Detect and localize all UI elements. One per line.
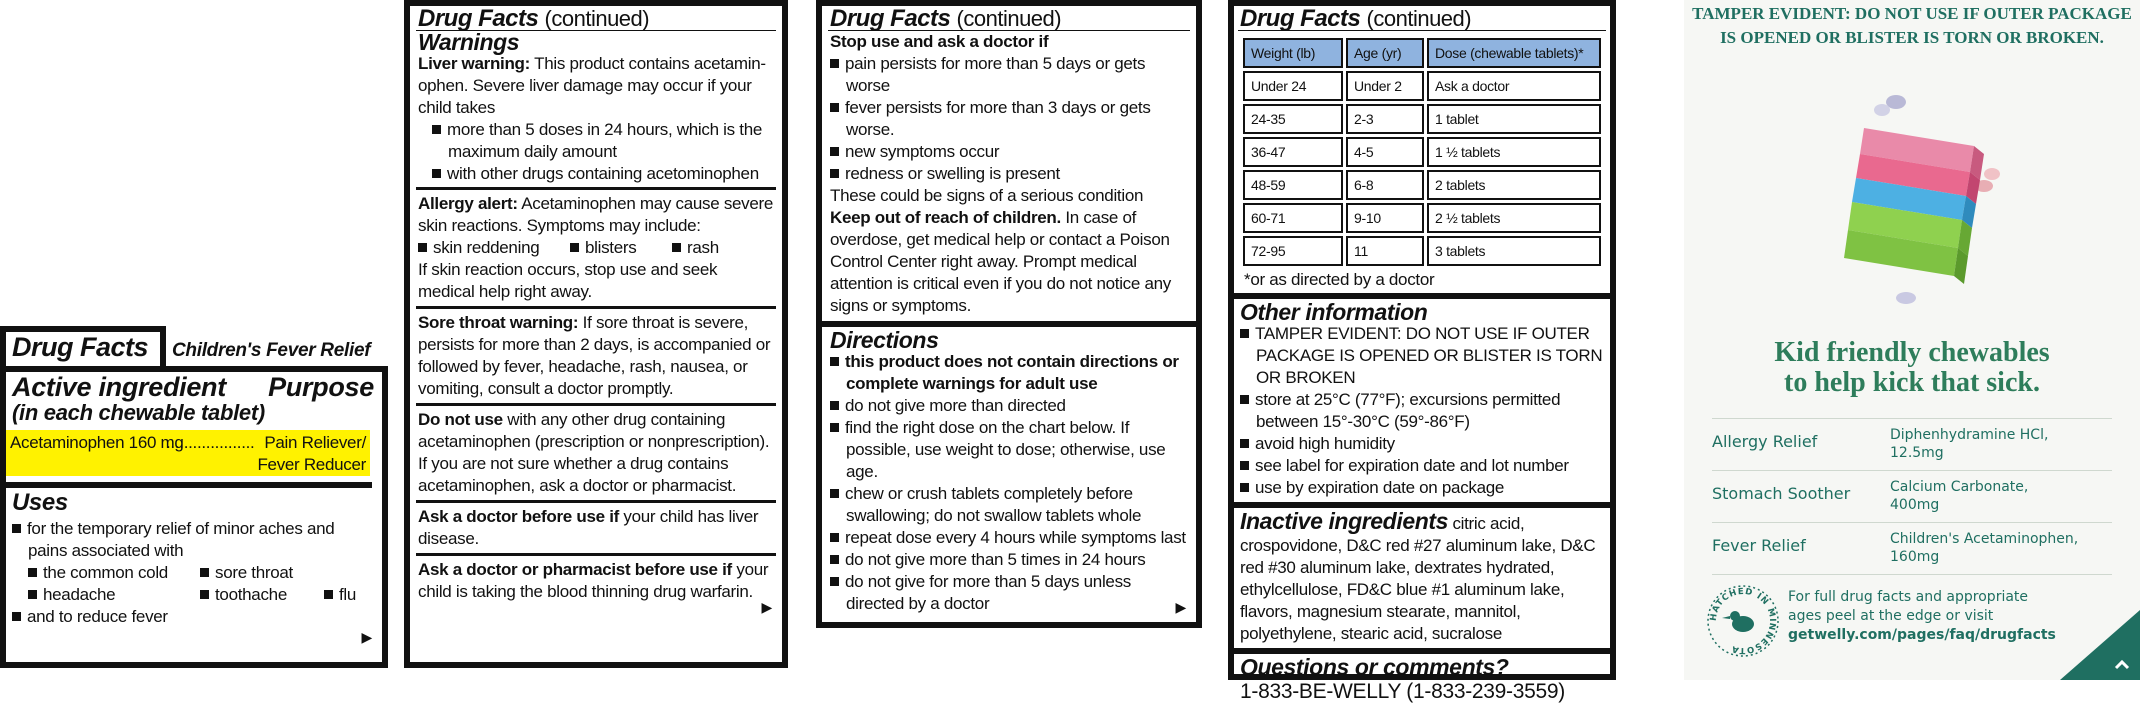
keep-out-of-reach: Keep out of reach of children. In case of overdose, get medical help or contact a Poison Control Center right away. Prompt medical attention is critical even if you do not notice any signs or symptoms. — [830, 208, 1171, 315]
section-rule — [416, 553, 776, 556]
other-item: use by expiration date on package — [1240, 477, 1604, 499]
other-information-heading: Other information — [1240, 299, 1428, 325]
stop-item: redness or swelling is present — [830, 163, 1188, 185]
section-rule — [4, 482, 372, 488]
other-item: store at 25°C (77°F); excursions permitted between 15°-30°C (59°-86°F) — [1240, 389, 1604, 433]
ingredient-row — [1712, 478, 2112, 514]
purpose-heading: Purpose — [268, 372, 374, 402]
divider — [1712, 522, 2112, 523]
headline-line: to help kick that sick. — [1784, 367, 2040, 398]
table-row — [1243, 137, 1601, 167]
direction-item: do not give more than 5 times in 24 hours — [830, 549, 1188, 571]
drug-facts-panel-1 — [0, 326, 376, 656]
table-cell: 1 ½ tablets — [1427, 137, 1601, 167]
hatched-in-minnesota-badge-icon — [1706, 584, 1780, 658]
other-item: avoid high humidity — [1240, 433, 1604, 455]
table-cell: 6-8 — [1346, 170, 1424, 200]
sore-throat-warning: Sore throat warning: If sore throat is severe, persists for more than 2 days, is accompanied or followed by fever, headache, rash, nausea, or vomiting, consult a doctor promptly. — [418, 313, 771, 398]
chewable-tablets-illustration — [1834, 88, 2004, 318]
ingredient-row-name: Allergy Relief — [1712, 432, 1818, 451]
panel-title: Drug Facts (continued) — [418, 5, 650, 32]
promo-footer — [1788, 588, 2088, 645]
liver-bullet-2: with other drugs containing acetominophen — [418, 163, 774, 185]
ingredient-row-name: Stomach Soother — [1712, 484, 1851, 503]
footer-line: For full drug facts and appropriate — [1788, 589, 2029, 605]
divider — [1712, 470, 2112, 471]
section-rule — [416, 187, 776, 190]
questions-heading: Questions or comments? — [1240, 654, 1509, 680]
ingredient-row — [1712, 426, 2112, 462]
drug-facts-link[interactable]: getwelly.com/pages/faq/drugfacts — [1788, 627, 2056, 643]
column-header: Weight (lb) — [1243, 38, 1343, 68]
uses-heading: Uses — [12, 489, 68, 516]
stop-item: pain persists for more than 5 days or gets worse — [830, 53, 1188, 97]
drug-facts-title: Drug Facts — [12, 332, 149, 362]
stop-use-heading: Stop use and ask a doctor if — [830, 32, 1049, 51]
column-header: Dose (chewable tablets)* — [1427, 38, 1601, 68]
direction-item: repeat dose every 4 hours while symptoms last — [830, 527, 1188, 549]
other-item: see label for expiration date and lot number — [1240, 455, 1604, 477]
table-cell: 1 tablet — [1427, 104, 1601, 134]
table-cell: Under 24 — [1243, 71, 1343, 101]
dosage-table — [1240, 35, 1604, 269]
direction-item: chew or crush tablets completely before swallowing; do not swallow tablets whole — [830, 483, 1188, 527]
panel-title: Drug Facts (continued) — [1240, 5, 1472, 32]
table-footnote: *or as directed by a doctor — [1244, 270, 1435, 289]
promo-panel — [1684, 0, 2140, 680]
liver-bullet-1: more than 5 doses in 24 hours, which is the maximum daily amount — [418, 119, 774, 163]
column-header: Age (yr) — [1346, 38, 1424, 68]
ingredient-dots: .................... — [166, 433, 255, 452]
drug-facts-panel-4 — [1228, 0, 1616, 703]
svg-text:HATCHED IN MINNESOTA: HATCHED IN MINNESOTA — [1708, 586, 1778, 656]
table-header-row — [1243, 38, 1601, 68]
table-cell: 2 tablets — [1427, 170, 1601, 200]
section-rule — [416, 500, 776, 503]
continue-arrow-icon: ▶ — [761, 599, 772, 615]
phone-number: 1-833-BE-WELLY (1-833-239-3559) — [1240, 680, 1565, 703]
table-cell: 2 ½ tablets — [1427, 203, 1601, 233]
section-rule — [416, 306, 776, 309]
section-rule — [416, 403, 776, 406]
direction-item: this product does not contain directions or complete warnings for adult use — [830, 351, 1188, 395]
table-row — [1243, 203, 1601, 233]
inactive-ingredients: Inactive ingredients citric acid, crospovidone, D&C red #27 aluminum lake, D&C red #30 aluminum lake, dextrates hydrated, ethylcellulose, FD&C blue #1 aluminum lake, flavors, magnesium stearate, mannitol, polyethylene, stearic acid, sucralose — [1240, 508, 1596, 643]
table-cell: 72-95 — [1243, 236, 1343, 266]
active-ingredient-subheading: (in each chewable tablet) — [12, 400, 265, 425]
warnings-heading: Warnings — [418, 29, 520, 55]
table-cell: 60-71 — [1243, 203, 1343, 233]
drug-facts-panel-3 — [816, 0, 1202, 628]
purpose-line-1: Pain Reliever/ — [264, 433, 366, 452]
headline-line: Kid friendly chewables — [1774, 337, 2050, 368]
drug-facts-tab — [0, 326, 166, 370]
divider — [1712, 574, 2112, 575]
active-ingredient-box — [0, 366, 388, 668]
table-cell: 11 — [1346, 236, 1424, 266]
stop-item: new symptoms occur — [830, 141, 1188, 163]
direction-item: do not give for more than 5 days unless directed by a doctor — [830, 571, 1188, 615]
symptom-list: skin reddening blisters rash — [418, 237, 774, 259]
continue-arrow-icon: ▶ — [361, 629, 372, 645]
ingredient-row-value: Children's Acetaminophen, 160mg — [1890, 531, 2079, 565]
divider — [1712, 418, 2112, 419]
liver-warning: Liver warning: This product contains acetamin-ophen. Severe liver damage may occur if your child takes — [418, 54, 766, 117]
ingredient-row-value: Calcium Carbonate, 400mg — [1890, 479, 2029, 513]
ingredient-row-name: Fever Relief — [1712, 536, 1806, 555]
tamper-line: TAMPER EVIDENT: DO NOT USE IF OUTER PACKAGE — [1692, 4, 2132, 23]
purpose-line-2: Fever Reducer — [257, 455, 366, 474]
serious-condition: These could be signs of a serious condition — [830, 186, 1144, 205]
product-name: Children's Fever Relief — [172, 340, 371, 361]
table-cell: 3 tablets — [1427, 236, 1601, 266]
do-not-use: Do not use with any other drug containing acetaminophen (prescription or nonprescription). If you are not sure whether a drug contains acetaminophen, ask a doctor or pharmacist. — [418, 410, 770, 495]
table-row — [1243, 236, 1601, 266]
table-row — [1243, 170, 1601, 200]
tamper-line: IS OPENED OR BLISTER IS TORN OR BROKEN. — [1720, 28, 2104, 47]
table-row — [1243, 104, 1601, 134]
table-cell: 9-10 — [1346, 203, 1424, 233]
drug-facts-panel-2 — [404, 0, 788, 668]
footer-line: ages peel at the edge or visit — [1788, 608, 1994, 624]
allergy-after: If skin reaction occurs, stop use and seek medical help right away. — [418, 260, 718, 301]
table-cell: Ask a doctor — [1427, 71, 1601, 101]
active-ingredient-heading: Active ingredient — [12, 372, 226, 402]
ask-pharmacist: Ask a doctor or pharmacist before use if your child is taking the blood thinning drug warfarin. — [418, 560, 769, 601]
other-item: TAMPER EVIDENT: DO NOT USE IF OUTER PACKAGE IS OPENED OR BLISTER IS TORN OR BROKEN — [1240, 323, 1604, 389]
allergy-alert: Allergy alert: Acetaminophen may cause severe skin reactions. Symptoms may include: — [418, 194, 774, 235]
ask-doctor: Ask a doctor before use if your child has liver disease. — [418, 507, 759, 548]
table-row — [1243, 71, 1601, 101]
stop-item: fever persists for more than 3 days or gets worse. — [830, 97, 1188, 141]
panel-title: Drug Facts (continued) — [830, 5, 1062, 32]
direction-item: find the right dose on the chart below. If possible, use weight to dose; otherwise, use age. — [830, 417, 1188, 483]
table-cell: Under 2 — [1346, 71, 1424, 101]
ingredient-row-value: Diphenhydramine HCl, 12.5mg — [1890, 427, 2049, 461]
ingredient-name: Acetaminophen 160 mg — [10, 433, 184, 452]
uses-list: for the temporary relief of minor aches and pains associated with the common cold sore throat headache toothache flu and to reduce fever — [12, 518, 362, 628]
table-cell: 24-35 — [1243, 104, 1343, 134]
direction-item: do not give more than directed — [830, 395, 1188, 417]
directions-heading: Directions — [830, 327, 939, 353]
table-cell: 2-3 — [1346, 104, 1424, 134]
corner-peel-icon[interactable] — [2060, 610, 2140, 680]
promo-headline — [1684, 338, 2140, 398]
continue-arrow-icon: ▶ — [1175, 599, 1186, 615]
ingredient-highlight — [6, 430, 370, 476]
table-cell: 36-47 — [1243, 137, 1343, 167]
ingredient-row — [1712, 530, 2112, 566]
tamper-warning — [1684, 2, 2140, 50]
table-cell: 48-59 — [1243, 170, 1343, 200]
table-cell: 4-5 — [1346, 137, 1424, 167]
